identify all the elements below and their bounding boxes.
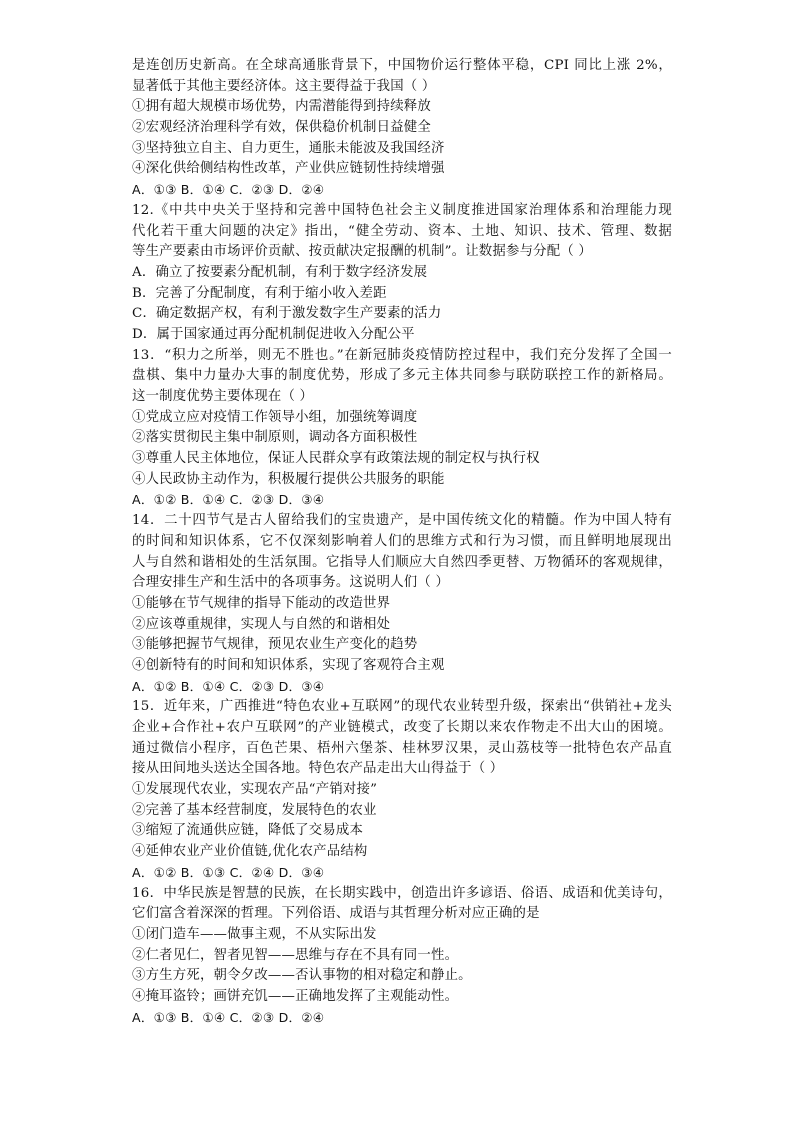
statement-item: ②完善了基本经营制度，发展特色的农业 (132, 802, 377, 818)
question-stem: 14．二十四节气是古人留给我们的宝贵遗产，是中国传统文化的精髓。作为中国人特有 (132, 513, 672, 529)
text-line: 显著低于其他主要经济体。这主要得益于我国（ ） (132, 78, 436, 94)
text-line: 人与自然和谐相处的生活氛围。它指导人们顺应大自然四季更替、万物循环的客观规律， (132, 554, 672, 570)
statement-item: ①闭门造车——做事主观，不从实际出发 (132, 926, 377, 942)
statement-item: ④人民政协主动作为，积极履行提供公共服务的职能 (132, 471, 445, 487)
text-line: 是连创历史新高。在全球高通胀背景下，中国物价运行整体平稳，CPI 同比上涨 2%， (132, 58, 672, 73)
text-line: 盘棋、集中力量办大事的制度优势，形成了多元主体共同参与联防联控工作的新格局。 (132, 368, 672, 384)
text-line: 通过微信小程序，百色芒果、梧州六堡茶、桂林罗汉果，灵山荔枝等一批特色农产品直 (132, 740, 672, 756)
statement-item: ③坚持独立自主、自力更生，通胀未能波及我国经济 (132, 140, 445, 156)
statement-item: ④创新特有的时间和知识体系，实现了客观符合主观 (132, 657, 445, 673)
answer-options: A．①② B．①③ C．②④ D．③④ (132, 864, 325, 880)
statement-item: ②仁者见仁，智者见智——思维与存在不具有同一性。 (132, 947, 459, 963)
text-line: 它们富含着深深的哲理。下列俗语、成语与其哲理分析对应正确的是 (132, 906, 540, 922)
answer-options: A．①③ B．①④ C．②③ D．②④ (132, 1009, 325, 1025)
statement-item: ②宏观经济治理科学有效，保供稳价机制日益健全 (132, 120, 431, 136)
choice-item: C．确定数据产权，有利于激发数字生产要素的活力 (132, 306, 442, 322)
statement-item: ③尊重人民主体地位，保证人民群众享有政策法规的制定权与执行权 (132, 451, 540, 467)
text-line: 接从田间地头送达全国各地。特色农产品走出大山得益于（ ） (132, 761, 504, 777)
statement-item: ①拥有超大规模市场优势，内需潜能得到持续释放 (132, 99, 431, 115)
statement-item: ①能够在节气规律的指导下能动的改造世界 (132, 595, 391, 611)
statement-item: ③方生方死，朝令夕改——否认事物的相对稳定和静止。 (132, 968, 472, 984)
statement-item: ②应该尊重规律，实现人与自然的和谐相处 (132, 616, 391, 632)
answer-options: A．①③ B．①④ C．②③ D．②④ (132, 182, 325, 198)
statement-item: ④深化供给侧结构性改革，产业供应链韧性持续增强 (132, 161, 445, 177)
question-stem: 13．“积力之所举，则无不胜也。”在新冠肺炎疫情防控过程中，我们充分发挥了全国一 (132, 347, 672, 363)
question-stem: 15．近年来，广西推进“特色农业+互联网”的现代农业转型升级，探索出“供销社+龙头 (132, 699, 672, 715)
text-line: 合理安排生产和生活中的各项事务。这说明人们（ ） (132, 575, 450, 591)
choice-item: B．完善了分配制度，有利于缩小收入差距 (132, 285, 387, 301)
choice-item: D．属于国家通过再分配机制促进收入分配公平 (132, 326, 415, 342)
text-line: 等生产要素由市场评价贡献、按贡献决定报酬的机制”。让数据参与分配（ ） (132, 244, 592, 260)
statement-item: ③缩短了流通供应链，降低了交易成本 (132, 823, 364, 839)
text-line: 代化若干重大问题的决定》指出，“健全劳动、资本、土地、知识、技术、管理、数据 (132, 223, 672, 239)
statement-item: ①党成立应对疫情工作领导小组，加强统筹调度 (132, 409, 418, 425)
statement-item: ②落实贯彻民主集中制原则，调动各方面积极性 (132, 430, 418, 446)
choice-item: A．确立了按要素分配机制，有利于数字经济发展 (132, 264, 428, 280)
text-line: 企业+合作社+农户互联网”的产业链模式，改变了长期以来农作物走不出大山的困境。 (132, 720, 672, 735)
statement-item: ①发展现代农业，实现农产品“产销对接” (132, 782, 378, 798)
text-line: 的时间和知识体系，它不仅深刻影响着人们的思维方式和行为习惯，而且鲜明地展现出 (132, 533, 672, 549)
text-line: 这一制度优势主要体现在（ ） (132, 389, 314, 404)
question-stem: 16．中华民族是智慧的民族，在长期实践中，创造出许多谚语、俗语、成语和优美诗句， (132, 885, 672, 901)
statement-item: ④掩耳盗铃；画饼充饥——正确地发挥了主观能动性。 (132, 988, 459, 1004)
statement-item: ③能够把握节气规律，预见农业生产变化的趋势 (132, 637, 418, 653)
answer-options: A．①② B．①④ C．②③ D．③④ (132, 492, 325, 508)
answer-options: A．①② B．①④ C．②③ D．③④ (132, 678, 325, 694)
statement-item: ④延伸农业产业价值链,优化农产品结构 (132, 844, 368, 860)
document-page (132, 56, 672, 1028)
question-stem: 12.《中共中央关于坚持和完善中国特色社会主义制度推进国家治理体系和治理能力现 (132, 202, 672, 218)
